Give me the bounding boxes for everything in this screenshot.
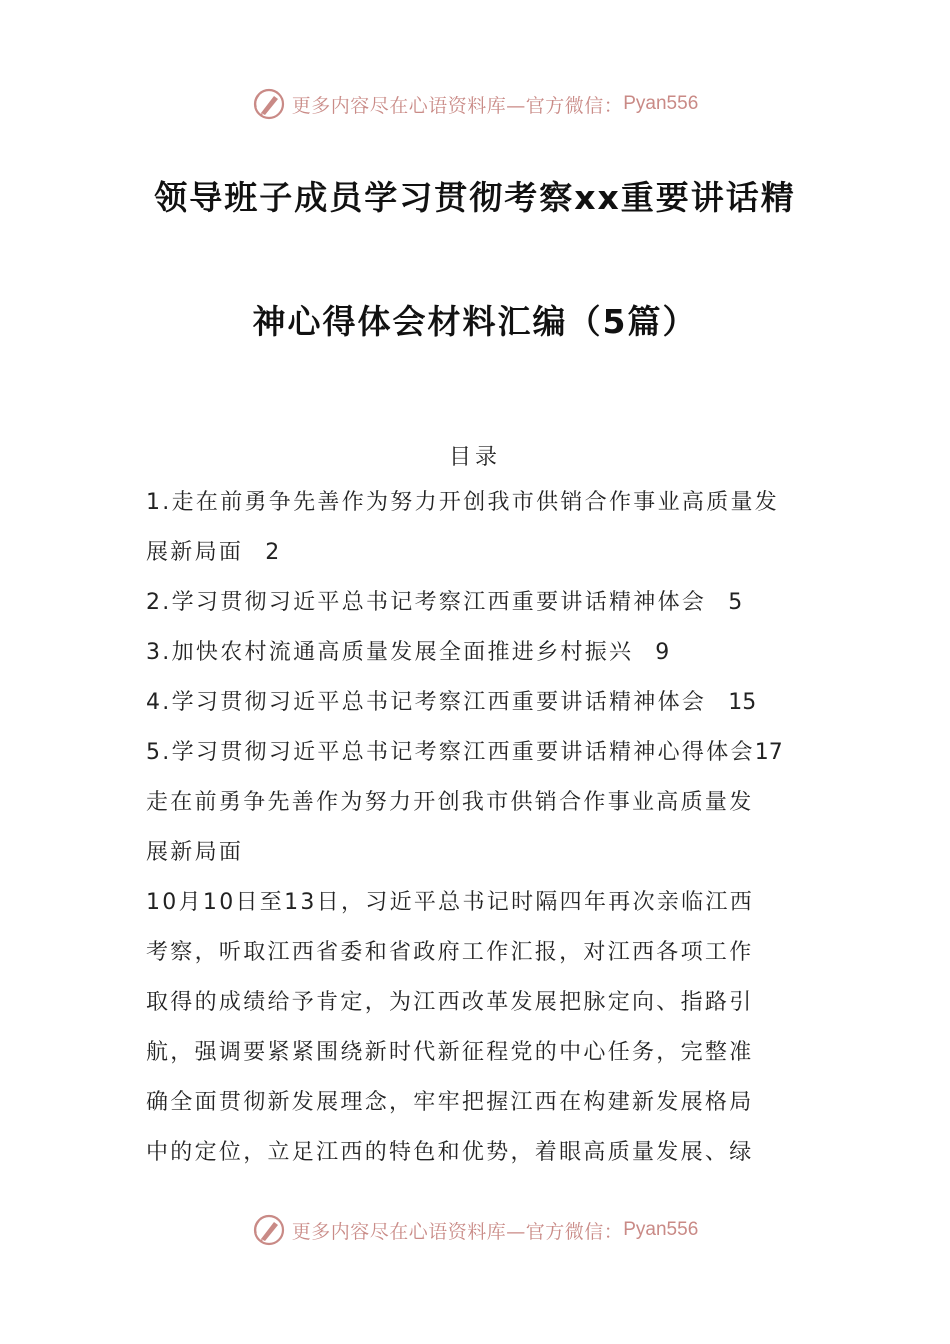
header-watermark: [0, 84, 950, 124]
pen-logo-icon: [252, 1213, 286, 1247]
section-title-line-1: 走在前勇争先善作为努力开创我市供销合作事业高质量发: [146, 790, 754, 815]
body-text-line: 10月10日至13日，习近平总书记时隔四年再次亲临江西: [146, 890, 755, 915]
toc-entry-page: 5: [728, 590, 743, 615]
document-body: [146, 478, 810, 1178]
toc-heading: 目录: [448, 445, 501, 470]
body-text-line: 取得的成绩给予肯定，为江西改革发展把脉定向、指路引: [146, 990, 754, 1015]
body-text-line: 航，强调要紧紧围绕新时代新征程党的中心任务，完整准: [146, 1040, 754, 1065]
toc-entry-3[interactable]: [146, 628, 810, 678]
body-text-line: 中的定位，立足江西的特色和优势，着眼高质量发展、绿: [146, 1140, 754, 1165]
toc-entry-text: 加快农村流通高质量发展全面推进乡村振兴: [171, 640, 634, 665]
watermark-wechat-id: Pyan556: [623, 1219, 699, 1240]
footer-watermark: [0, 1210, 950, 1250]
pen-logo-icon: [252, 87, 286, 121]
toc-entry-1[interactable]: [146, 478, 810, 528]
toc-entry-number: 2.: [146, 590, 172, 615]
toc-entry-2[interactable]: [146, 578, 810, 628]
toc-entry-text: 走在前勇争先善作为努力开创我市供销合作事业高质量发: [171, 490, 780, 515]
toc-entry-number: 4.: [146, 690, 172, 715]
document-title-line-1: 领导班子成员学习贯彻考察xx重要讲话精: [154, 178, 796, 217]
toc-entry-text: 学习贯彻习近平总书记考察江西重要讲话精神体会: [171, 590, 707, 615]
watermark-text: 更多内容尽在心语资料库—官方微信：: [291, 94, 624, 117]
toc-entry-4[interactable]: [146, 678, 810, 728]
toc-entry-text: 学习贯彻习近平总书记考察江西重要讲话精神体会: [171, 690, 707, 715]
body-text-line: 考察，听取江西省委和省政府工作汇报，对江西各项工作: [146, 940, 754, 965]
toc-entry-number: 1.: [146, 490, 172, 515]
watermark-wechat-id: Pyan556: [623, 93, 699, 114]
toc-entry-number: 3.: [146, 640, 172, 665]
section-title-line-2: 展新局面: [146, 840, 244, 865]
toc-entry-text: 学习贯彻习近平总书记考察江西重要讲话精神心得体会: [171, 740, 755, 765]
toc-entry-page: 17: [754, 740, 783, 765]
document-title-line-2: 神心得体会材料汇编（5篇）: [252, 302, 698, 341]
toc-entry-5[interactable]: [146, 728, 810, 778]
toc-entry-1-continued[interactable]: [146, 528, 810, 578]
watermark-text: 更多内容尽在心语资料库—官方微信：: [291, 1220, 624, 1243]
toc-entry-page: 15: [728, 690, 757, 715]
toc-entry-page: 9: [655, 640, 670, 665]
toc-entry-number: 5.: [146, 740, 172, 765]
toc-entry-text: 展新局面: [146, 540, 244, 565]
toc-entry-page: 2: [265, 540, 280, 565]
body-text-line: 确全面贯彻新发展理念，牢牢把握江西在构建新发展格局: [146, 1090, 754, 1115]
